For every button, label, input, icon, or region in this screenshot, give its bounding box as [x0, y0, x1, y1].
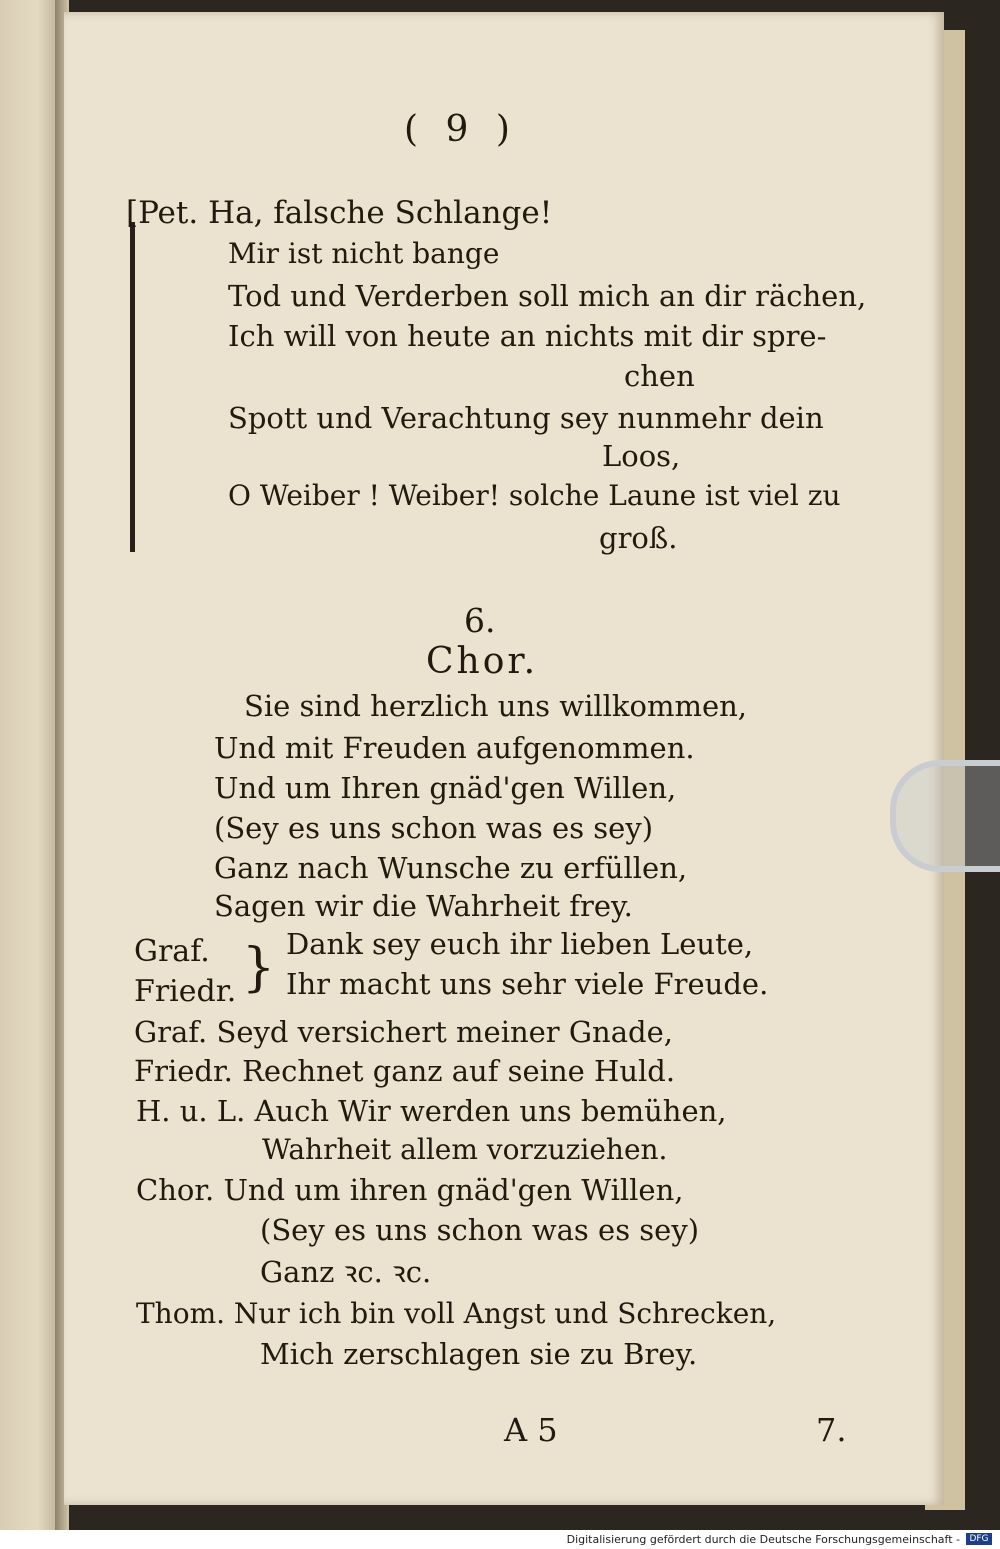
- text-line: Ich will von heute an nichts mit dir spre-: [228, 319, 827, 353]
- funding-credit: Digitalisierung gefördert durch die Deutsche Forschungsgemeinschaft -: [566, 1533, 960, 1546]
- section-heading: Chor.: [426, 641, 539, 682]
- book-page: [64, 12, 944, 1505]
- speaker-name: Graf.: [134, 934, 210, 969]
- text-line: (Sey es uns schon was es sey): [214, 811, 654, 845]
- text-line: Mir ist nicht bange: [228, 237, 500, 270]
- text-line: O Weiber ! Weiber! solche Laune ist viel zu: [228, 479, 841, 512]
- catchword: 7.: [816, 1411, 847, 1449]
- text-line: groß.: [599, 521, 678, 555]
- text-line: H. u. L. Auch Wir werden uns bemühen,: [136, 1094, 727, 1128]
- text-line: Loos,: [602, 439, 681, 473]
- text-line: Graf. Seyd versichert meiner Gnade,: [134, 1015, 673, 1049]
- text-line: Wahrheit allem vorzuziehen.: [262, 1133, 668, 1166]
- text-line: Und mit Freuden aufgenommen.: [214, 731, 695, 765]
- text-line: chen: [624, 359, 695, 393]
- dfg-logo: DFG: [966, 1533, 992, 1545]
- text-line: Und um Ihren gnäd'gen Willen,: [214, 771, 677, 805]
- signature-mark: A 5: [504, 1411, 558, 1449]
- facing-page-edge: [0, 0, 62, 1530]
- text-line: Chor. Und um ihren gnäd'gen Willen,: [136, 1173, 684, 1207]
- text-line: (Sey es uns schon was es sey): [260, 1213, 700, 1247]
- speaker-name: Friedr.: [134, 974, 237, 1009]
- text-line: Thom. Nur ich bin voll Angst und Schrecken,: [136, 1297, 777, 1330]
- text-line: Sie sind herzlich uns willkommen,: [244, 689, 747, 723]
- paper-clip: [890, 760, 1000, 872]
- text-line: Ihr macht uns sehr viele Freude.: [286, 967, 769, 1001]
- text-line: Tod und Verderben soll mich an dir rächen,: [228, 279, 867, 313]
- text-line: Ganz nach Wunsche zu erfüllen,: [214, 851, 688, 885]
- speaker-brace: }: [242, 938, 276, 998]
- text-line: Friedr. Rechnet ganz auf seine Huld.: [134, 1054, 676, 1088]
- footer-bar: [0, 1530, 1000, 1549]
- text-line: Dank sey euch ihr lieben Leute,: [286, 927, 754, 961]
- section-number: 6.: [464, 601, 496, 640]
- text-line: Mich zerschlagen sie zu Brey.: [260, 1337, 698, 1371]
- page-header: ( 9 ): [404, 109, 518, 150]
- text-line: Ganz ꝛc. ꝛc.: [260, 1255, 432, 1289]
- speaker-bracket: [130, 222, 135, 552]
- text-line: Sagen wir die Wahrheit frey.: [214, 889, 633, 923]
- text-line: [Pet. Ha, falsche Schlange!: [126, 195, 553, 231]
- text-line: Spott und Verachtung sey nunmehr dein: [228, 401, 824, 435]
